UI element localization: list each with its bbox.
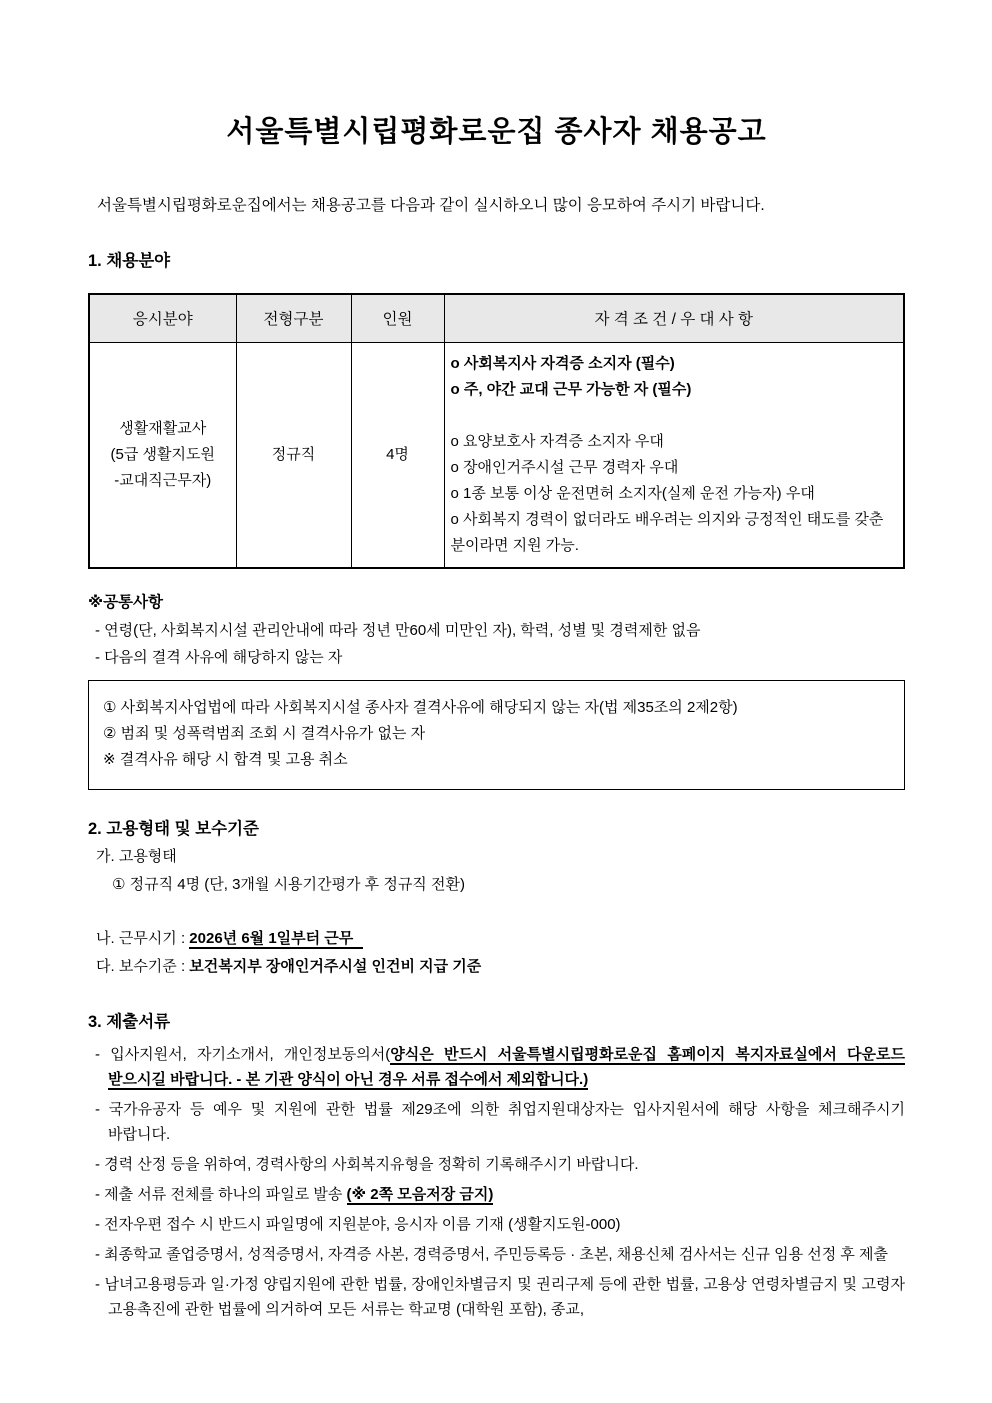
cell-type: 정규직 [236, 342, 351, 568]
recruitment-table-body [89, 342, 904, 568]
item-emphasis: 양식은 반드시 서울특별시립평화로운집 홈페이지 복지자료실에서 다운로드 받으시길 바랍니다. - 본 기관 양식이 아닌 경우 서류 접수에서 제외합니다.) [108, 1045, 905, 1088]
pay-standard-label: 다. 보수기준 : [96, 957, 190, 975]
item-text: - 입사지원서, 자기소개서, 개인정보동의서( [95, 1045, 391, 1063]
submission-item [88, 1242, 905, 1267]
item-text: - 최종학교 졸업증명서, 성적증명서, 자격증 사본, 경력증명서, 주민등록등 · 초본, 채용신체 검사서는 신규 임용 선정 후 제출 [95, 1245, 889, 1263]
section-3-heading: 3. 제출서류 [88, 1012, 171, 1031]
item-text: - 국가유공자 등 예우 및 지원에 관한 법률 제29조에 의한 취업지원대상자는 입사지원서에 해당 사항을 체크해주시기 바랍니다. [95, 1100, 905, 1143]
cell-count: 4명 [351, 342, 444, 568]
pay-standard-line [88, 953, 905, 981]
cell-qualifications [444, 342, 904, 568]
col-header-qualifications: 자 격 조 건 / 우 대 사 항 [444, 294, 904, 342]
item-text: - 전자우편 접수 시 반드시 파일명에 지원분야, 응시자 이름 기재 (생활지도원-000) [95, 1215, 621, 1233]
employment-type-label: 가. 고용형태 [96, 847, 177, 865]
submission-item [88, 1212, 905, 1237]
disqualification-note: ※ 결격사유 해당 시 합격 및 고용 취소 [103, 750, 348, 768]
disqualification-item: ① 사회복지사업법에 따라 사회복지시설 종사자 결격사유에 해당되지 않는 자(법 제35조의 2제2항) [103, 698, 738, 716]
item-emphasis: (※ 2쪽 모음저장 금지) [346, 1185, 494, 1203]
qualification-preferred-line: o 요양보호사 자격증 소지자 우대 [450, 432, 664, 450]
common-requirement-item: - 다음의 결격 사유에 해당하지 않는 자 [95, 648, 343, 666]
section-2 [88, 816, 905, 981]
work-start-value: 2026년 6월 1일부터 근무 [189, 930, 363, 949]
recruitment-table [88, 293, 905, 569]
table-header-row [89, 294, 904, 342]
blank-line [88, 899, 905, 925]
disqualification-item: ② 범죄 및 성폭력범죄 조회 시 결격사유가 없는 자 [103, 724, 426, 742]
table-row [89, 342, 904, 568]
disqualification-box [88, 680, 905, 790]
field-line: 생활재활교사 [119, 419, 207, 437]
col-header-field: 응시분야 [89, 294, 236, 342]
submission-item [88, 1182, 905, 1207]
section-1-heading: 1. 채용분야 [88, 252, 171, 270]
work-start-label: 나. 근무시기 : [96, 929, 190, 947]
cell-field [89, 342, 236, 568]
employment-type-detail: ① 정규직 4명 (단, 3개월 시용기간평가 후 정규직 전환) [112, 875, 465, 893]
submission-item [88, 1152, 905, 1177]
qualification-required-line: o 주, 야간 교대 근무 가능한 자 (필수) [450, 380, 692, 398]
recruitment-table-header [89, 294, 904, 342]
qualification-preferred-line: o 사회복지 경력이 없더라도 배우려는 의지와 긍정적인 태도를 갖춘 분이라면 지원 가능. [450, 510, 884, 554]
submission-item [88, 1097, 905, 1147]
submission-item [88, 1042, 905, 1092]
field-line: -교대직근무자) [114, 471, 212, 489]
col-header-count: 인원 [351, 294, 444, 342]
section-3 [88, 1009, 905, 1322]
item-text: - 경력 산정 등을 위하여, 경력사항의 사회복지유형을 정확히 기록해주시기 바랍니다. [95, 1155, 639, 1173]
qualification-preferred-line: o 장애인거주시설 근무 경력자 우대 [450, 458, 679, 476]
col-header-type: 전형구분 [236, 294, 351, 342]
item-text: - 남녀고용평등과 일·가정 양립지원에 관한 법률, 장애인차별금지 및 권리구제 등에 관한 법률, 고용상 연령차별금지 및 고령자 고용촉진에 관한 법률에 의거하여 모든 서류는 학교명 (대학원 포함), 종교, [95, 1275, 905, 1318]
pay-standard-value: 보건복지부 장애인거주시설 인건비 지급 기준 [189, 957, 482, 975]
common-requirements-heading: ※공통사항 [88, 593, 163, 611]
submission-item [88, 1272, 905, 1322]
intro-paragraph: 서울특별시립평화로운집에서는 채용공고를 다음과 같이 실시하오니 많이 응모하여 주시기 바랍니다. [97, 197, 765, 214]
blank-line [451, 403, 896, 429]
section-2-heading: 2. 고용형태 및 보수기준 [88, 819, 259, 838]
qualification-preferred-line: o 1종 보통 이상 운전면허 소지자(실제 운전 가능자) 우대 [450, 484, 815, 502]
field-line: (5급 생활지도원 [110, 445, 215, 463]
document-title: 서울특별시립평화로운집 종사자 채용공고 [226, 116, 767, 148]
work-start-line [88, 925, 905, 953]
common-requirement-item: - 연령(단, 사회복지시설 관리안내에 따라 정년 만60세 미만인 자), 학력, 성별 및 경력제한 없음 [95, 621, 701, 639]
item-text: - 제출 서류 전체를 하나의 파일로 발송 [95, 1185, 347, 1203]
qualification-required-line: o 사회복지사 자격증 소지자 (필수) [450, 354, 675, 372]
